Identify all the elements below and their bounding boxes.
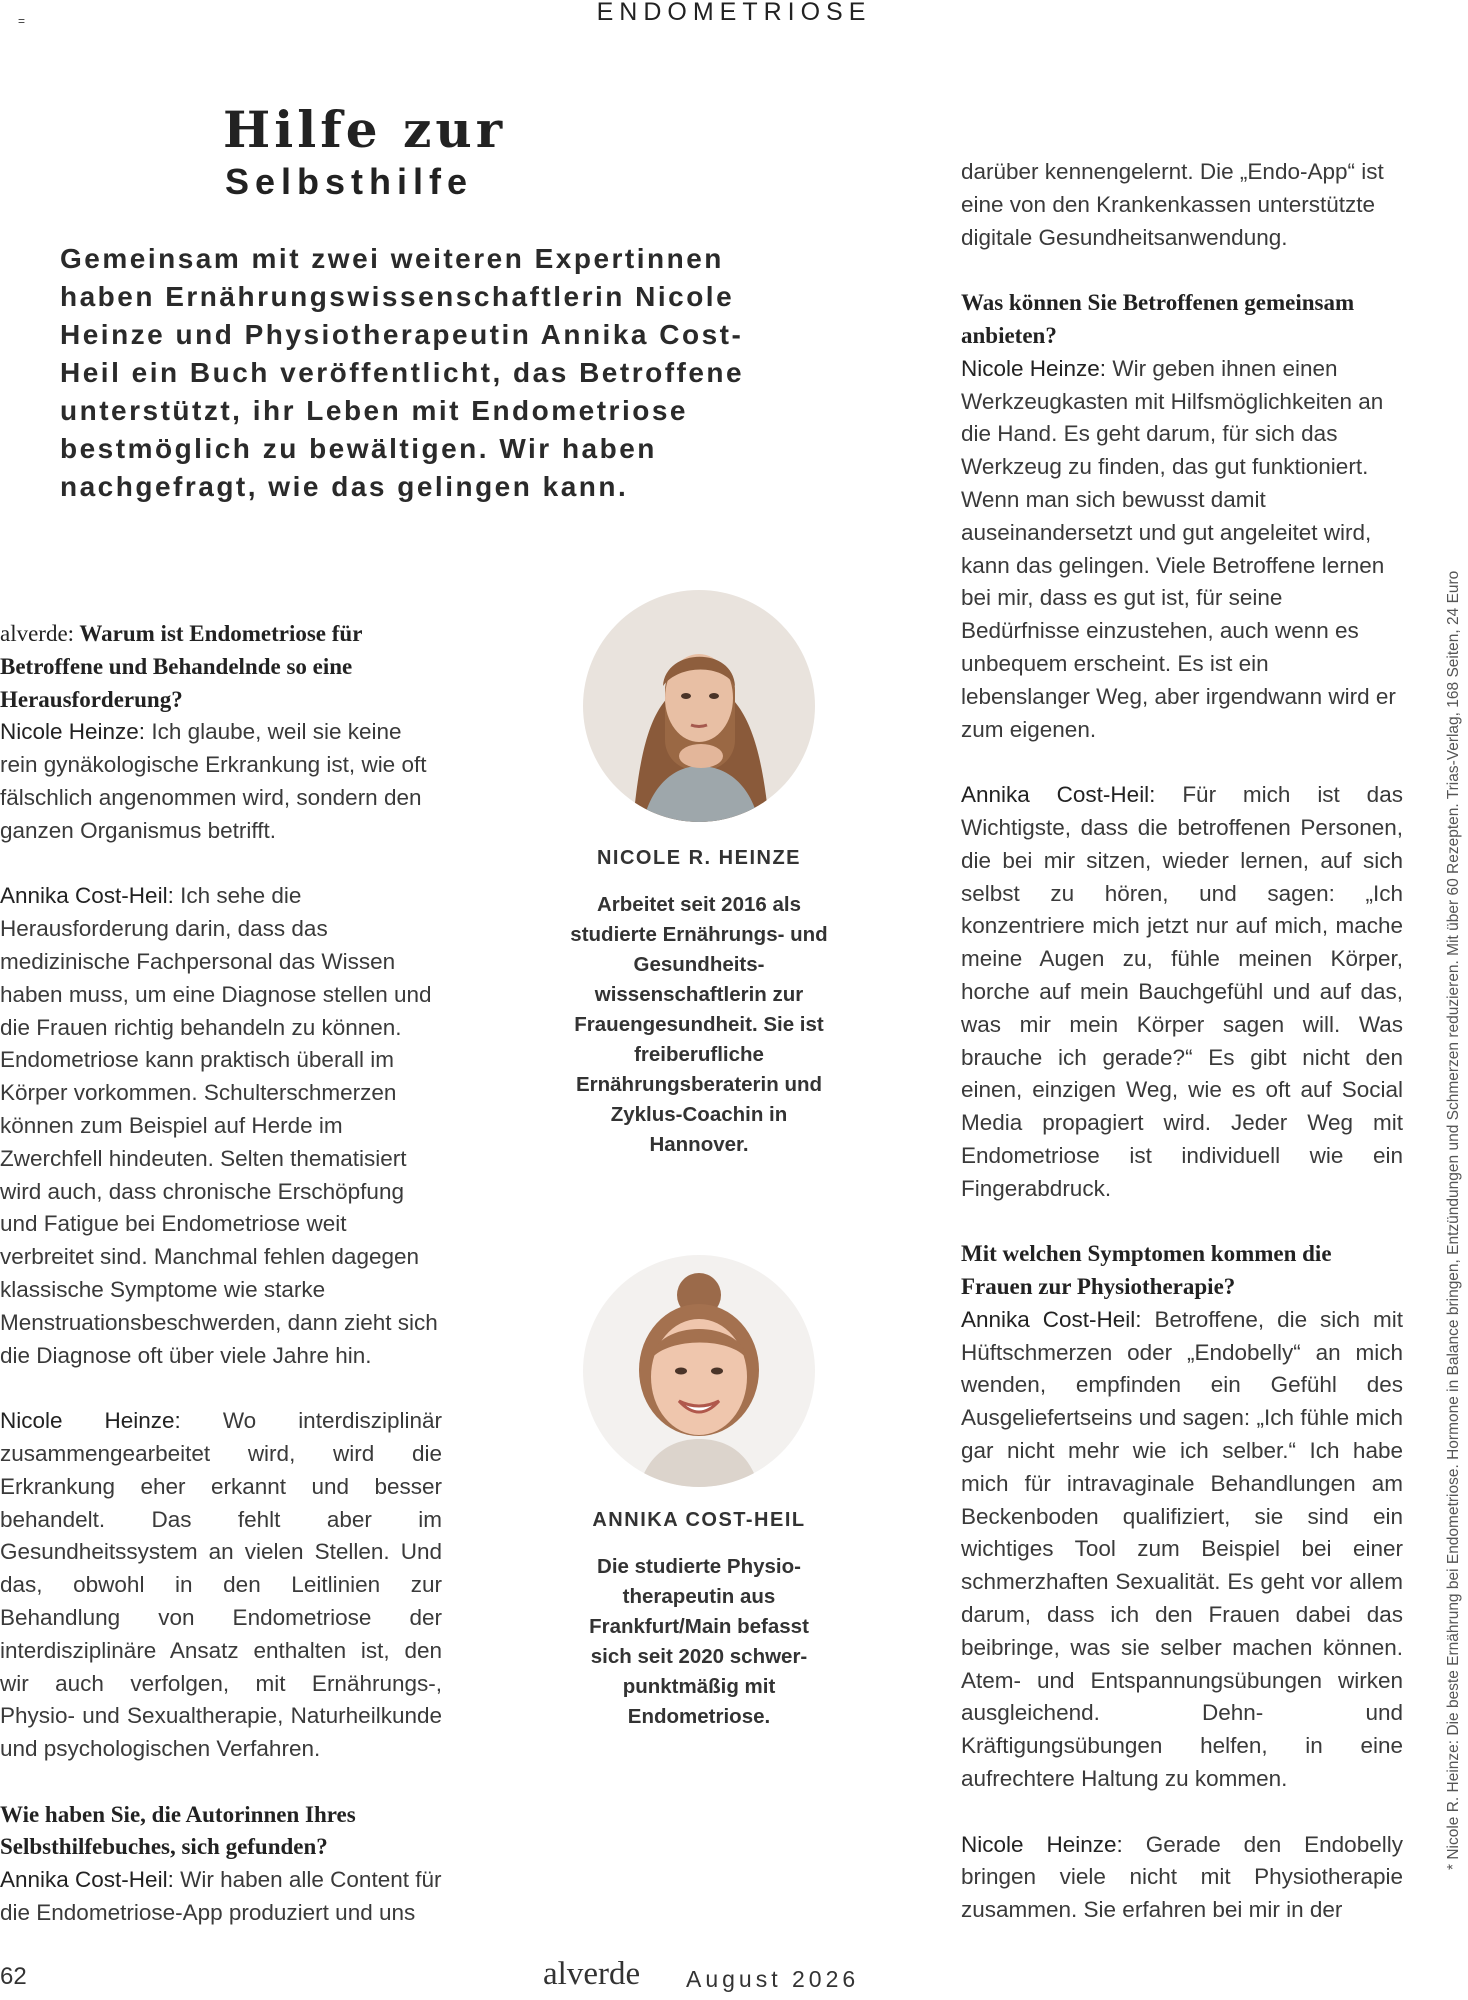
profile-bio: Arbeitet seit 2016 als studierte Ernährungs- und Gesundheits- wissenschaftlerin zur Frauengesundheit. Sie ist freiberufliche Ernährungsberaterin und Zyklus-Coachin in Hannover. — [570, 893, 828, 1156]
portrait-nicole-heinze — [583, 590, 815, 822]
answer-8-text: Gerade den Endobelly bringen viele nicht mit Physiotherapie zusammen. Sie erfahren bei mir in der — [961, 1831, 1403, 1923]
intro-paragraph: Gemeinsam mit zwei weiteren Expertinnen haben Ernährungswissenschaftlerin Nicole Heinze und Physiotherapeutin Annika Cost-Heil ein Buch veröffentlicht, das Betroffene unterstützt, ihr Leben mit Endometriose bestmöglich zu bewältigen. Wir haben nachgefragt, wie das gelingen kann. — [60, 243, 745, 502]
question-1 — [0, 618, 442, 716]
profile-bio: Die studierte Physio- therapeutin aus Frankfurt/Main befasst sich seit 2020 schwer- punktmäßig mit Endometriose. — [589, 1555, 809, 1728]
answer-2-text: Ich sehe die Herausforderung darin, dass das medizinische Fachpersonal das Wissen haben muss, um eine Diagnose stellen und die Frauen richtig behandeln zu können. Endometriose kann praktisch überall im Körper vorkommen. Schulterschmerzen können zum Beispiel auf Herde im Zwerchfell hindeuten. Selten thematisiert wird auch, dass chronische Erschöpfung und Fatigue bei Endometriose weit verbreitet sind. Manchmal fehlen dagegen klassische Symptome wie starke Menstruationsbeschwerden, dann zieht sich die Diagnose oft über viele Jahre hin. — [0, 883, 438, 1368]
magazine-brand: alverde — [543, 1956, 641, 1992]
left-column — [0, 618, 442, 1963]
corner-mark: = — [18, 14, 26, 28]
article-subtitle: Selbsthilfe — [225, 161, 474, 202]
portrait-annika-image — [583, 1255, 815, 1487]
answer-1-text: Ich glaube, weil sie keine rein gynäkologische Erkrankung ist, wie oft fälschlich angenommen wird, sondern den ganzen Organismus betrifft. — [0, 719, 427, 843]
answer-4-text: Wir haben alle Content für die Endometriose-App produziert und uns — [0, 1867, 442, 1926]
answer-5 — [961, 353, 1403, 747]
answer-1 — [0, 716, 442, 847]
book-reference-note: * Nicole R. Heinze: Die beste Ernährung bei Endometriose. Hormone in Balance bringen, Entzündungen und Schmerzen reduzieren. Mit über 60 Rezepten. Trias-Verlag, 168 Seiten, 24 Euro — [1445, 570, 1462, 1870]
continued-text: darüber kennengelernt. Die „Endo-App“ ist eine von den Krankenkassen unterstützte digitale Gesundheitsanwendung. — [961, 159, 1384, 250]
answer-3-text: Wo interdisziplinär zusammengearbeitet wird, wird die Erkrankung eher erkannt und besser behandelt. Das fehlt aber im Gesundheitssystem an vielen Stellen. Und das, obwohl in den Leitlinien zur Behandlung von Endometriose der interdisziplinäre Ansatz enthalten ist, den wir auch verfolgen, mit Ernährungs-, Physio- und Sexualtherapie, Naturheilkunde und psychologischen Verfahren. — [0, 1408, 442, 1762]
answer-3 — [0, 1405, 442, 1766]
profile-name: NICOLE R. HEINZE — [596, 847, 801, 869]
portrait-annika-cost-heil — [583, 1255, 815, 1487]
speaker-label: Nicole Heinze: — [0, 1408, 181, 1434]
speaker-label: Nicole Heinze: — [0, 719, 146, 745]
question-4: Mit welchen Symptomen kommen die Frauen zur Physiotherapie? — [961, 1241, 1332, 1300]
question-3: Was können Sie Betroffenen gemeinsam anbieten? — [961, 290, 1355, 348]
answer-6-text: Für mich ist das Wichtigste, dass die betroffenen Personen, die bei mir sitzen, wieder lernen, auf sich selbst zu hören, und sagen: „Ich konzentriere mich jetzt nur auf mich, mache meine Augen zu, fühle meinen Körper, horche auf mein Bauchgefühl und auf das, was mir mein Körper sagen will. Was brauche ich gerade?“ Es gibt nicht den einen, einzigen Weg, wie es oft auf Social Media propagiert wird. Jeder Weg mit Endometriose ist individuell wie ein Fingerabdruck. — [961, 782, 1403, 1201]
question-2: Wie haben Sie, die Autorinnen Ihres Selbsthilfebuches, sich gefunden? — [0, 1801, 356, 1860]
right-column — [961, 156, 1403, 1960]
speaker-label: Annika Cost-Heil: — [0, 1867, 174, 1893]
issue-date: August 2026 — [686, 1966, 860, 1992]
speaker-label: Annika Cost-Heil: — [961, 782, 1156, 808]
speaker-label: Nicole Heinze: — [961, 1831, 1123, 1857]
answer-5-text: Wir geben ihnen einen Werkzeugkasten mit Hilfsmöglichkeiten an die Hand. Es geht darum, für sich das Werkzeug zu finden, das gut funktioniert. Wenn man sich bewusst damit auseinandersetzt und gut angeleitet wird, kann das gelingen. Viele Betroffene lernen bei mir, dass es gut ist, für seine Bedürfnisse einzustehen, auch wenn es unbequem erscheint. Es ist ein lebenslanger Weg, aber irgendwann wird er zum eigenen. — [961, 355, 1396, 742]
answer-6 — [961, 779, 1403, 1205]
page-number: 62 — [0, 1963, 27, 1990]
interviewer-label: alverde: — [0, 621, 75, 646]
profile-name: ANNIKA COST-HEIL — [592, 1509, 806, 1531]
speaker-label: Nicole Heinze: — [961, 355, 1107, 381]
portrait-nicole-image — [583, 590, 815, 822]
answer-7 — [961, 1304, 1403, 1796]
speaker-label: Annika Cost-Heil: — [0, 883, 174, 909]
speaker-label: Annika Cost-Heil: — [961, 1306, 1142, 1332]
answer-2 — [0, 880, 442, 1372]
article-title: Hilfe zur — [223, 100, 507, 159]
answer-4 — [0, 1864, 442, 1930]
section-label: ENDOMETRIOSE — [596, 0, 872, 26]
answer-8 — [961, 1829, 1403, 1927]
question-1-text: Warum ist Endometriose für Betroffene und Behandelnde so eine Herausforderung? — [0, 621, 363, 712]
answer-7-text: Betroffene, die sich mit Hüftschmerzen oder „Endobelly“ an mich wenden, empfinden ein Gefühl des Ausgeliefertseins und sagen: „Ich fühle mich gar nicht mehr wie ich selber.“ Ich habe mich für intravaginale Behandlungen am Beckenboden qualifiziert, sie sind ein wichtiges Tool zum Beispiel bei einer schmerzhaften Sexualität. Es geht vor allem darum, dass ich den Frauen dabei das beibringe, was sie selber machen können. Atem- und Entspannungsübungen wirken ausgleichend. Dehn- und Kräftigungsübungen helfen, in eine aufrechtere Haltung zu kommen. — [961, 1306, 1403, 1792]
